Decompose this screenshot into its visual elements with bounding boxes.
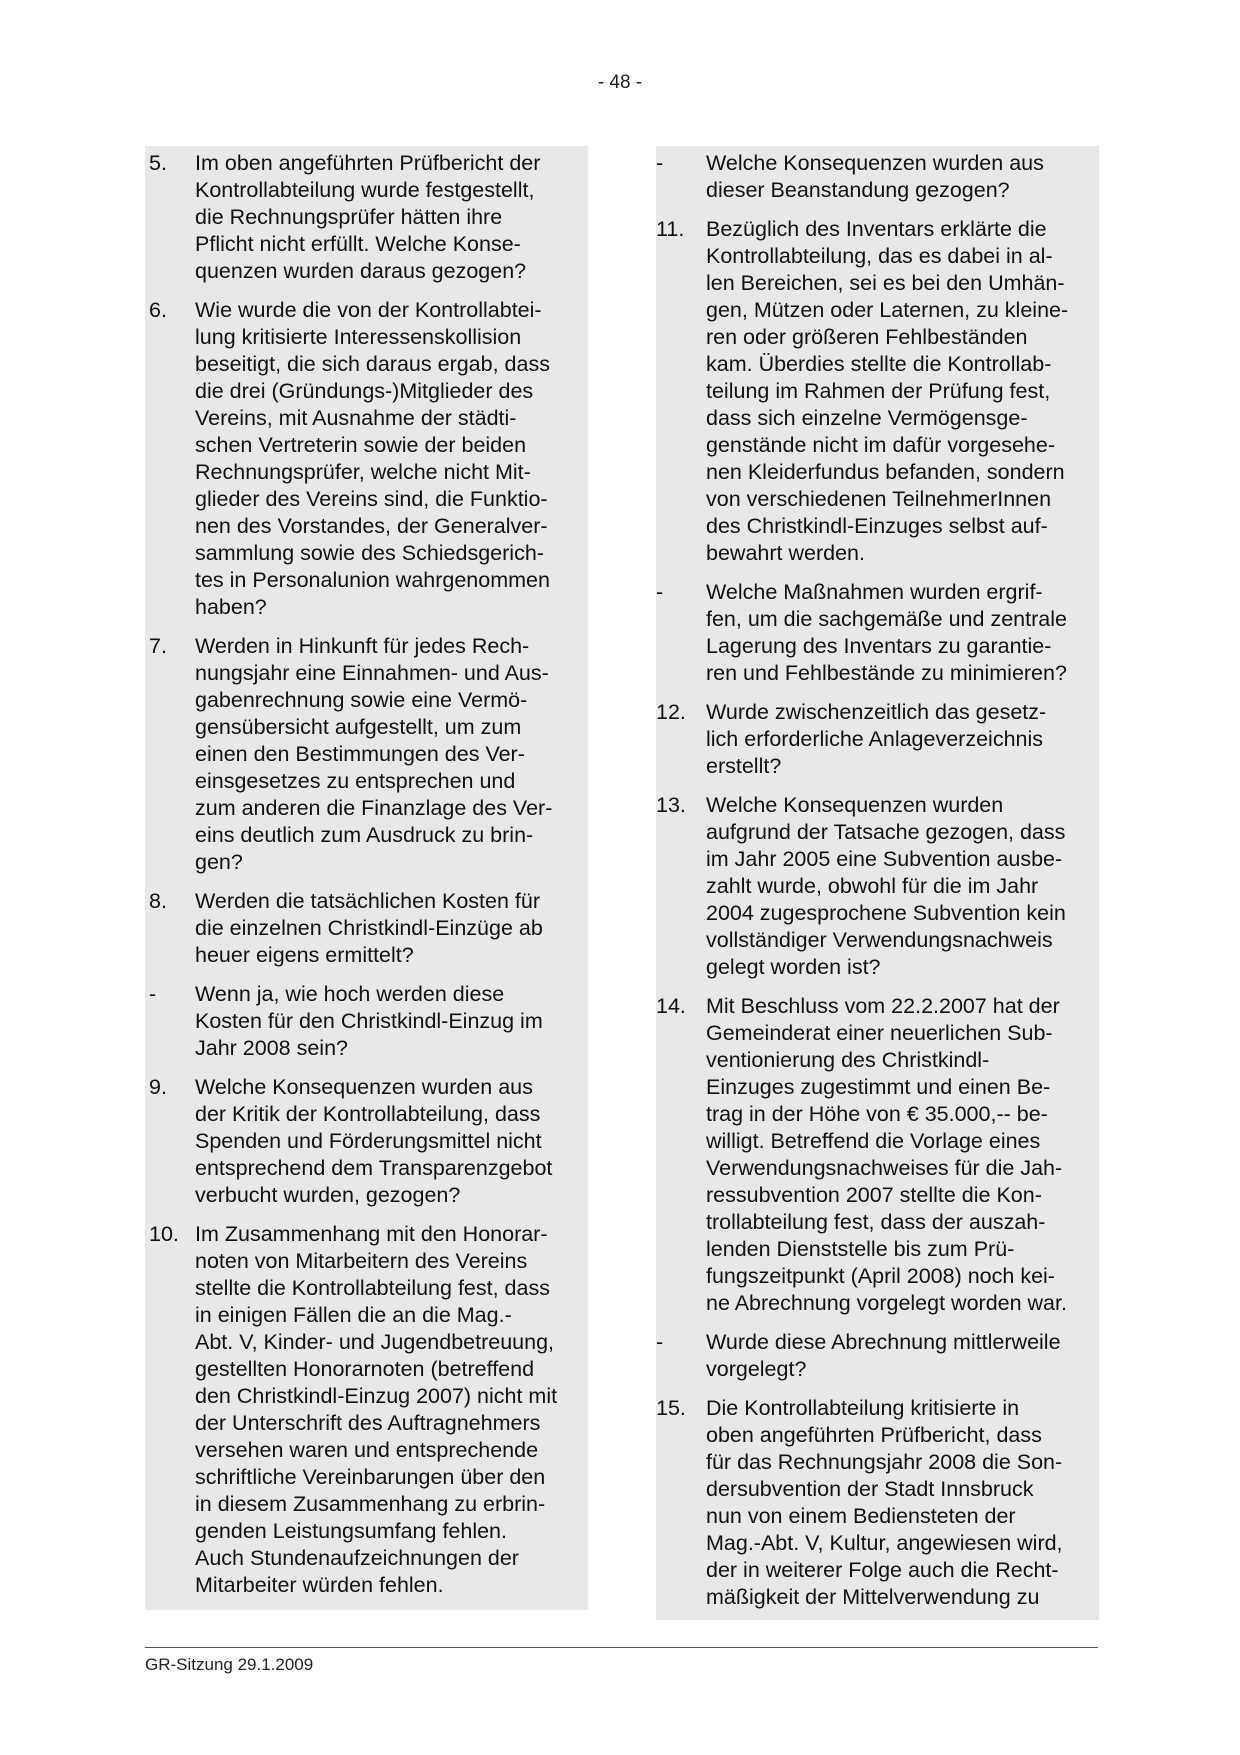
item-text: Wenn ja, wie hoch werden diese Kosten für den Christkindl-Einzug im Jahr 2008 sein? — [195, 982, 543, 1060]
item-number: - — [656, 151, 664, 175]
left-column — [145, 146, 588, 1610]
item-number: - — [656, 580, 664, 604]
item-number: 11. — [656, 217, 685, 241]
list-item — [656, 579, 1099, 687]
item-text: Im oben angeführten Prüfbericht der Kontrollabteilung wurde festgestellt, die Rechnungsprüfer hätten ihre Pflicht nicht erfüllt. Welche Konse- quenzen wurden daraus gezogen? — [195, 151, 541, 283]
item-text: Werden in Hinkunft für jedes Rech- nungsjahr eine Einnahmen- und Aus- gabenrechnung sowie eine Vermö- gensübersicht aufgestellt, um zum einen den Bestimmungen des Ver- einsgesetzes zu entsprechen und zum anderen die Finanzlage des Ver- eins deutlich zum Ausdruck zu brin- gen? — [195, 634, 553, 874]
list-item — [145, 633, 588, 876]
item-number: 9. — [149, 1075, 167, 1099]
item-number: 14. — [656, 994, 686, 1018]
list-item — [145, 1074, 588, 1209]
list-item — [656, 150, 1099, 204]
item-text: Im Zusammenhang mit den Honorar- noten von Mitarbeitern des Vereins stellte die Kontrollabteilung fest, dass in einigen Fällen die an die Mag.- Abt. V, Kinder- und Jugendbetreuung, gestellten Honorarnoten (betreffend den Christkindl-Einzug 2007) nicht mit der Unterschrift des Auftragnehmers versehen waren und entsprechende schriftliche Vereinbarungen über den in diesem Zusammenhang zu erbrin- genden Leistungsumfang fehlen. Auch Stundenaufzeichnungen der Mitarbeiter würden fehlen. — [195, 1222, 558, 1597]
item-text: Wie wurde die von der Kontrollabtei- lung kritisierte Interessenskollision beseitigt, die sich daraus ergab, dass die drei (Gründungs-)Mitglieder des Vereins, mit Ausnahme der städti- schen Vertreterin sowie der beiden Rechnungsprüfer, welche nicht Mit- glieder des Vereins sind, die Funktio- nen des Vorstandes, der Generalver- sammlung sowie des Schiedsgerich- tes in Personalunion wahrgenommen haben? — [195, 298, 550, 619]
list-item — [145, 981, 588, 1062]
item-number: - — [149, 982, 157, 1006]
list-item — [656, 993, 1099, 1317]
item-number: 12. — [656, 700, 686, 724]
list-item — [656, 792, 1099, 981]
list-item — [656, 699, 1099, 780]
item-text: Wurde diese Abrechnung mittlerweile vorgelegt? — [706, 1330, 1061, 1381]
item-text: Mit Beschluss vom 22.2.2007 hat der Gemeinderat einer neuerlichen Sub- ventionierung des Christkindl- Einzuges zugestimmt und einen Be- trag in der Höhe von € 35.000,-- be- willigt. Betreffend die Vorlage eines Verwendungsnachweises für die Jah- ressubvention 2007 stellte die Kon- trollabteilung fest, dass der auszah- lenden Dienststelle bis zum Prü- fungszeitpunkt (April 2008) noch kei- ne Abrechnung vorgelegt worden war. — [706, 994, 1067, 1315]
item-text: Welche Konsequenzen wurden aus dieser Beanstandung gezogen? — [706, 151, 1044, 202]
item-number: - — [656, 1330, 664, 1354]
list-item — [656, 1395, 1099, 1611]
item-text: Werden die tatsächlichen Kosten für die einzelnen Christkindl-Einzüge ab heuer eigens ermittelt? — [195, 889, 543, 967]
list-item — [656, 1329, 1099, 1383]
item-text: Wurde zwischenzeitlich das gesetz- lich erforderliche Anlageverzeichnis erstellt? — [706, 700, 1047, 778]
list-item — [145, 297, 588, 621]
list-item — [656, 216, 1099, 567]
item-number: 5. — [149, 151, 167, 175]
footer: GR-Sitzung 29.1.2009 — [145, 1655, 314, 1674]
item-number: 10. — [149, 1222, 179, 1246]
item-number: 13. — [656, 793, 686, 817]
item-text: Welche Konsequenzen wurden aus der Kritik der Kontrollabteilung, dass Spenden und Förderungsmittel nicht entsprechend dem Transparenzgebot verbucht wurden, gezogen? — [195, 1075, 553, 1207]
item-text: Die Kontrollabteilung kritisierte in oben angeführten Prüfbericht, dass für das Rechnungsjahr 2008 die Son- dersubvention der Stadt Innsbruck nun von einem Bediensteten der Mag.-Abt. V, Kultur, angewiesen wird, der in weiterer Folge auch die Recht- mäßigkeit der Mittelverwendung zu — [706, 1396, 1063, 1609]
footer-divider — [145, 1647, 1098, 1648]
item-text: Welche Maßnahmen wurden ergrif- fen, um die sachgemäße und zentrale Lagerung des Inventars zu garantie- ren und Fehlbestände zu minimieren? — [706, 580, 1067, 685]
list-item — [145, 1221, 588, 1599]
right-column — [656, 146, 1099, 1620]
item-number: 6. — [149, 298, 167, 322]
item-number: 15. — [656, 1396, 686, 1420]
page-number: - 48 - — [597, 72, 643, 93]
item-text: Welche Konsequenzen wurden aufgrund der Tatsache gezogen, dass im Jahr 2005 eine Subvention ausbe- zahlt wurde, obwohl für die im Jahr 2004 zugesprochene Subvention kein vollständiger Verwendungsnachweis gelegt worden ist? — [706, 793, 1066, 979]
item-number: 8. — [149, 889, 167, 913]
list-item — [145, 150, 588, 285]
list-item — [145, 888, 588, 969]
item-number: 7. — [149, 634, 167, 658]
item-text: Bezüglich des Inventars erklärte die Kontrollabteilung, das es dabei in al- len Bereichen, sei es bei den Umhän- gen, Mützen oder Laternen, zu kleine- ren oder größeren Fehlbeständen kam. Überdies stellte die Kontrollab- teilung im Rahmen der Prüfung fest, dass sich einzelne Vermögensge- genstände nicht im dafür vorgesehe- nen Kleiderfundus befanden, sondern von verschiedenen TeilnehmerInnen des Christkindl-Einzuges selbst auf- bewahrt werden. — [706, 217, 1069, 565]
